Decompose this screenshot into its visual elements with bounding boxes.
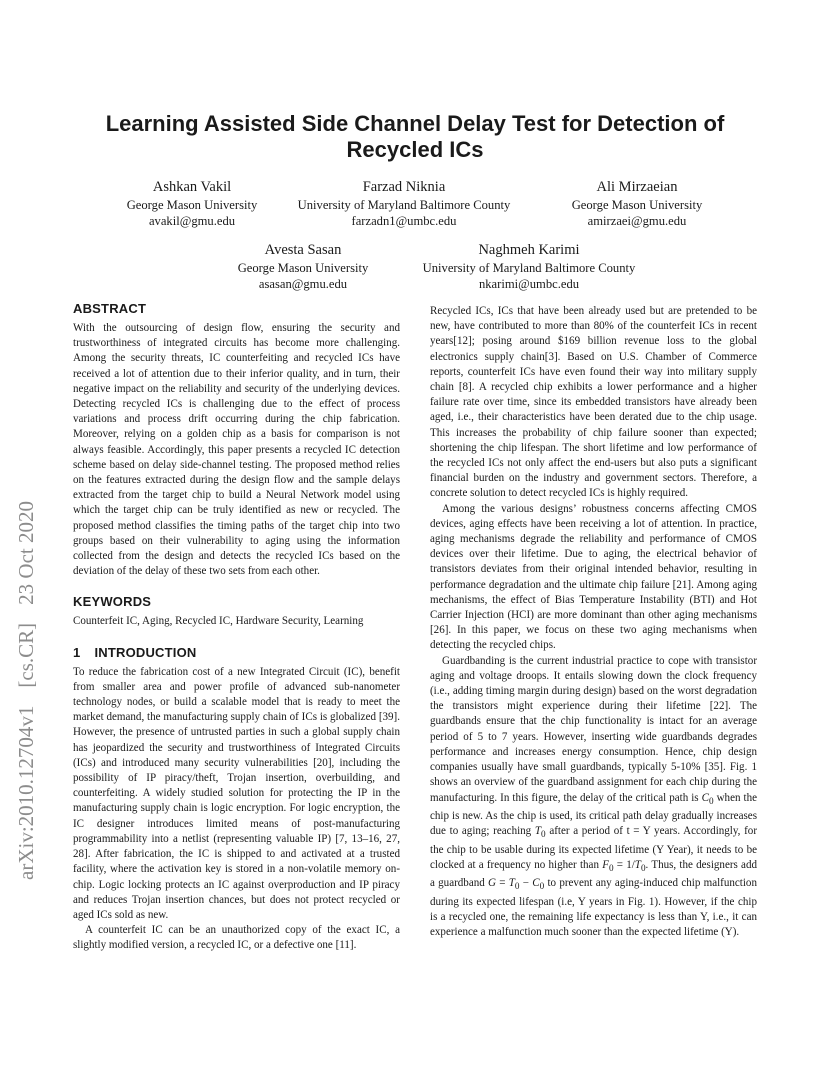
author-affiliation: University of Maryland Baltimore County (422, 261, 636, 275)
arxiv-stamp (14, 260, 39, 880)
section-title: INTRODUCTION (94, 644, 197, 660)
author-name: Farzad Niknia (362, 179, 446, 195)
intro-paragraph: A counterfeit IC can be an unauthorized copy of the exact IC, a slightly modified version, a recycled IC, or a defective one [11]. (73, 924, 400, 952)
author-name: Ali Mirzaeian (596, 179, 678, 195)
section-number: 1 (73, 644, 81, 660)
author-name: Naghmeh Karimi (478, 242, 580, 258)
keywords-heading: KEYWORDS (73, 594, 152, 610)
author-email: farzadn1@umbc.edu (351, 214, 457, 228)
author-block (507, 178, 767, 229)
left-column (73, 300, 400, 954)
author-block (274, 178, 534, 229)
author-affiliation: George Mason University (126, 198, 258, 212)
abstract-heading: ABSTRACT (73, 301, 147, 316)
author-email: amirzaei@gmu.edu (587, 214, 687, 228)
author-block (384, 241, 674, 292)
arxiv-category: [cs.CR] (14, 622, 38, 688)
author-email: nkarimi@umbc.edu (478, 277, 580, 291)
body-paragraph: Among the various designs’ robustness concerns affecting CMOS devices, aging effects have been receiving a lot of attention. In practice, aging mechanisms degrade the reliability and performance of CMOS devices over their lifetime. Due to aging, the electrical behavior of transistors deviates from their original intended behavior, resulting in performance degradation and the ultimate chip failure [21]. Among aging mechanisms, the effect of Bias Temperature Instability (BTI) and Hot Carrier Injection (HCI) are more dominant than other aging mechanisms [26]. In this paper, we focus on these two aging mechanisms when detecting the recycled chips. (430, 502, 757, 652)
abstract-text: With the outsourcing of design flow, ensuring the security and trustworthiness of integrated circuits has become more challenging. Among the security threats, IC counterfeiting and recycled ICs have received a lot of attention due to their inferior quality, and in turn, their negative impact on the reliability and security of the underlying devices. Detecting recycled ICs is challenging due to the effect of process variations and process drift occurring during the chip fabrication. Moreover, relying on a golden chip as a basis for comparison is not always feasible. Accordingly, this paper presents a recycled IC detection scheme based on delay side-channel testing. The proposed method relies on the features extracted during the design flow and the sample delays extracted from the target chip to build a Neural Network model using which the target chip can be truly identified as new or recycled. The proposed method classifies the timing paths of the target chip into two groups based on their vulnerability to aging using the information collected from the design and detects the recycled ICs based on the deviation of the delay of these two sets from each other. (73, 322, 400, 578)
body-paragraph: Recycled ICs, ICs that have been already used but are pretended to be new, have contributed to more than 80% of the counterfeit ICs in recent years[12]; posing around $169 billion revenue loss to the global electronics supply chain[3]. Based on U.S. Chamber of Commerce reports, counterfeit ICs have even found their way into military supply chain [8]. A recycled chip exhibits a lower performance and a higher failure rate over time, since its embedded transistors have already been aged, i.e., their characteristics have been derated due to the chip usage. This increases the probability of chip failure sooner than expected; shortening the chip lifespan. The short lifetime and low performance of the recycled ICs not only affect the end-users but also puts a significant financial burden on the industry and government sectors. Therefore, a concrete solution to detect recycled ICs is highly required. (430, 305, 757, 500)
author-affiliation: George Mason University (237, 261, 369, 275)
author-name: Ashkan Vakil (152, 179, 232, 195)
author-affiliation: George Mason University (571, 198, 703, 212)
author-email: asasan@gmu.edu (258, 277, 348, 291)
arxiv-id: arXiv:2010.12704v1 (14, 705, 38, 880)
author-affiliation: University of Maryland Baltimore County (297, 198, 511, 212)
author-email: avakil@gmu.edu (148, 214, 236, 228)
title-line-2: Recycled ICs (346, 137, 484, 162)
body-paragraph: Guardbanding is the current industrial practice to cope with transistor aging and voltage droops. It entails slowing down the clock frequency (i.e., adding timing margin during design) based on the worst degradation the transistors might experience during their lifetime [22]. The guardbands ensure that the chip functionality is intact for an average period of 5 to 7 years. However, inserting wide guardbands degrades performance and increases energy consumption. Hence, chip design companies usually have small guardbands, typically 5-10% [35]. Fig. 1 shows an overview of the guardband assignment for each chip during the manufacturing. In this figure, the delay of the critical path is $C_0$ when the chip is new. As the chip is used, its critical path delay gradually increases due to aging; reaching $T_0$ after a period of t = Y years. Accordingly, for the chip to be usable during its expected lifetime (Y Year), it needs to be clocked at a frequency no higher than $F_0 = 1/T_0$. Thus, the designers add a guardband $G = T_0 - C_0$ to prevent any aging-induced chip malfunction during its expected lifespan (i.e, Y years in Fig. 1). However, if the chip is a recycled one, the remaining life expectancy is less than Y, i.e., it can experience a malfunction much sooner than the expected lifetime (Y). (430, 654, 757, 938)
right-column (430, 304, 757, 940)
keywords-text: Counterfeit IC, Aging, Recycled IC, Hardware Security, Learning (73, 615, 364, 628)
arxiv-date: 23 Oct 2020 (14, 501, 38, 605)
section-heading-introduction (73, 644, 400, 662)
intro-paragraph: To reduce the fabrication cost of a new Integrated Circuit (IC), benefit from smaller area and power profile of advanced sub-nanometer technology nodes, or build a scalable model that is ready to meet the market demand, the manufacturing supply chain of ICs is globalized [39]. However, the presence of untrusted parties in such a global supply chain has jeopardized the security and trustworthiness of Integrated Circuits (ICs) and introduced many security vulnerabilities [20], including the possibility of IP piracy/theft, Trojan insertion, overbuilding, and counterfeiting. A widely studied solution for protecting the IP in the manufacturing supply chain is logic encryption. For logic encryption, the IC designer introduces limited means of post-manufacturing programmability into a netlist (representing valuable IP) [7, 13–16, 27, 28]. After fabrication, the IC is shipped to and activated at a trusted facility, where the activation key is stored in a non-volatile memory on-chip. Logic locking protects an IC against overproduction and IP piracy and reduces Trojan insertion chances, but does not protect recycled or aged ICs sold as new. (73, 665, 400, 921)
paper-title (90, 111, 740, 163)
author-name: Avesta Sasan (264, 242, 342, 258)
title-line-1: Learning Assisted Side Channel Delay Test for Detection of (105, 111, 725, 136)
